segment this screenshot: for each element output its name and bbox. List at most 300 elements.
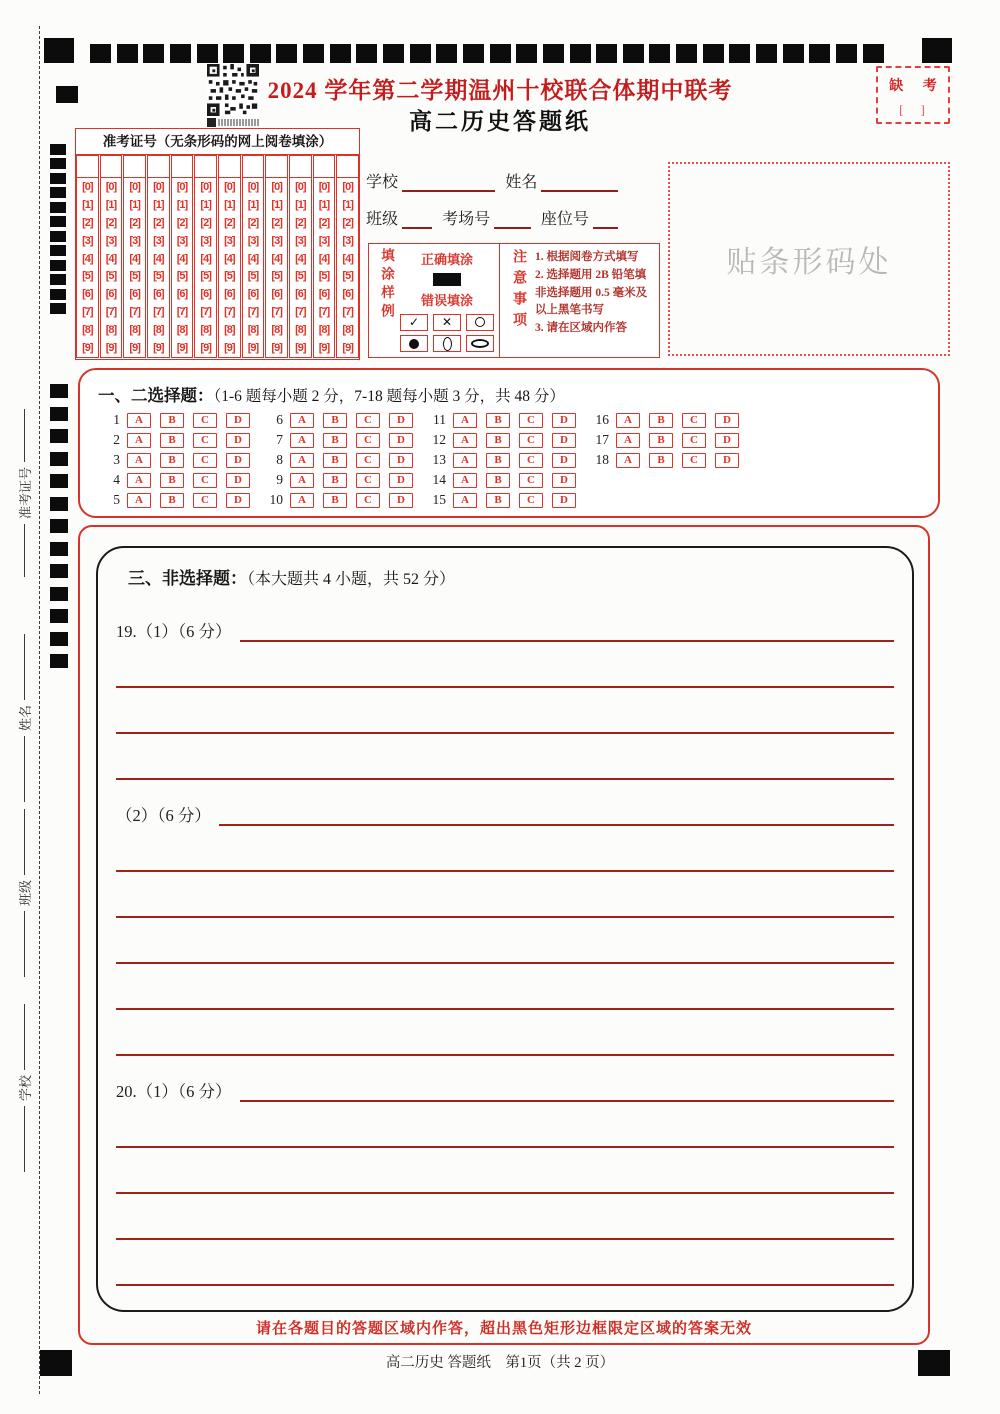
- admission-digit-writebox[interactable]: [172, 156, 193, 178]
- admission-digit-bubble[interactable]: [1]: [176, 198, 188, 211]
- admission-digit-bubble[interactable]: [0]: [318, 180, 330, 193]
- timing-marks-left-upper: [50, 144, 66, 314]
- option-bubble-B[interactable]: B: [323, 413, 347, 428]
- admission-digit-bubble[interactable]: [9]: [82, 342, 93, 355]
- timing-mark: [50, 429, 68, 443]
- option-bubble-A[interactable]: A: [127, 473, 151, 488]
- admission-digit-bubble[interactable]: [5]: [318, 270, 330, 283]
- option-bubble-C[interactable]: C: [193, 453, 217, 468]
- choice-column: [263, 410, 426, 510]
- admission-digit-bubble[interactable]: [4]: [224, 252, 235, 265]
- admission-digit-bubble[interactable]: [5]: [82, 270, 93, 283]
- admission-digit-bubble[interactable]: [0]: [295, 180, 306, 193]
- admission-digit-bubble[interactable]: [2]: [318, 216, 330, 229]
- option-bubble-A[interactable]: A: [453, 413, 477, 428]
- option-bubble-D[interactable]: D: [389, 433, 413, 448]
- option-bubble-B[interactable]: B: [649, 453, 673, 468]
- option-bubble-A[interactable]: A: [616, 453, 640, 468]
- choice-heading-bold: 一、二选择题：: [98, 386, 214, 405]
- essay-answer-line[interactable]: [240, 596, 895, 642]
- admission-digit-bubble[interactable]: [8]: [82, 324, 93, 337]
- timing-mark: [50, 452, 68, 466]
- admission-digit-bubble[interactable]: [4]: [153, 252, 164, 265]
- question-number: 14: [432, 472, 446, 487]
- admission-digit-bubble[interactable]: [9]: [129, 342, 140, 355]
- choice-question-row: [263, 410, 426, 430]
- admission-digit-bubble[interactable]: [4]: [247, 252, 259, 265]
- option-bubble-A[interactable]: A: [127, 453, 151, 468]
- option-group: [453, 453, 576, 468]
- admission-digit-bubble[interactable]: [0]: [271, 180, 282, 193]
- admission-digit-bubble[interactable]: [0]: [247, 180, 259, 193]
- admission-digit-bubble[interactable]: [2]: [295, 216, 306, 229]
- option-bubble-A[interactable]: A: [127, 493, 151, 508]
- option-bubble-D[interactable]: D: [389, 493, 413, 508]
- admission-digit-bubble[interactable]: [7]: [295, 306, 306, 319]
- choice-question-row: [100, 470, 263, 490]
- admission-digit-bubble[interactable]: [1]: [200, 198, 211, 211]
- option-bubble-B[interactable]: B: [160, 413, 184, 428]
- timing-mark: [50, 187, 66, 198]
- admission-digit-bubble[interactable]: [0]: [105, 180, 117, 193]
- admission-digit-bubble[interactable]: [7]: [271, 306, 282, 319]
- option-bubble-C[interactable]: C: [356, 413, 380, 428]
- admission-digit-bubble[interactable]: [7]: [342, 306, 353, 319]
- admission-number-grid: [75, 128, 360, 360]
- question-number: 2: [113, 432, 120, 447]
- admission-digit-bubble[interactable]: [1]: [105, 198, 117, 211]
- student-field-input[interactable]: [541, 168, 618, 192]
- option-bubble-A[interactable]: A: [290, 493, 314, 508]
- essay-answer-line[interactable]: [116, 872, 894, 918]
- option-bubble-B[interactable]: B: [649, 413, 673, 428]
- essay-answer-line[interactable]: [116, 1148, 894, 1194]
- admission-digit-writebox[interactable]: [124, 156, 145, 178]
- admission-digit-bubble[interactable]: [8]: [105, 324, 117, 337]
- option-bubble-C[interactable]: C: [519, 453, 543, 468]
- option-bubble-C[interactable]: C: [356, 453, 380, 468]
- choice-section: [78, 368, 940, 518]
- student-field-input[interactable]: [402, 168, 495, 192]
- student-field-input[interactable]: [494, 205, 531, 229]
- admission-digit-bubble[interactable]: [4]: [271, 252, 282, 265]
- admission-digit-bubble[interactable]: [6]: [247, 288, 259, 301]
- admission-digit-bubble[interactable]: [3]: [271, 234, 282, 247]
- admission-digit-bubble[interactable]: [8]: [342, 324, 353, 337]
- option-bubble-C[interactable]: C: [193, 473, 217, 488]
- admission-digit-bubble[interactable]: [4]: [318, 252, 330, 265]
- admission-digit-bubble[interactable]: [8]: [247, 324, 259, 337]
- admission-digit-writebox[interactable]: [77, 156, 98, 178]
- option-bubble-C[interactable]: C: [519, 413, 543, 428]
- timing-mark: [90, 44, 111, 63]
- option-bubble-D[interactable]: D: [226, 453, 250, 468]
- option-bubble-C[interactable]: C: [193, 413, 217, 428]
- choice-question-row: [263, 430, 426, 450]
- admission-digit-bubble[interactable]: [2]: [271, 216, 282, 229]
- notice-item: 1. 根据阅卷方式填写: [535, 251, 639, 263]
- admission-digit-bubble[interactable]: [3]: [176, 234, 188, 247]
- option-bubble-D[interactable]: D: [552, 433, 576, 448]
- admission-column: [76, 155, 99, 358]
- admission-digit-writebox[interactable]: [101, 156, 122, 178]
- option-bubble-A[interactable]: A: [453, 493, 477, 508]
- option-bubble-B[interactable]: B: [486, 473, 510, 488]
- timing-mark: [703, 44, 724, 63]
- option-bubble-D[interactable]: D: [389, 413, 413, 428]
- essay-answer-line[interactable]: [116, 1010, 894, 1056]
- side-field-line: [24, 1004, 25, 1070]
- essay-answer-line[interactable]: [116, 734, 894, 780]
- option-bubble-A[interactable]: A: [127, 433, 151, 448]
- admission-digit-bubble[interactable]: [3]: [318, 234, 330, 247]
- option-bubble-C[interactable]: C: [356, 493, 380, 508]
- admission-digit-bubble[interactable]: [5]: [176, 270, 188, 283]
- side-field-line: [24, 409, 25, 462]
- option-bubble-B[interactable]: B: [486, 453, 510, 468]
- corner-mark-top-right: [922, 38, 952, 63]
- student-field-label: 姓名: [505, 174, 538, 191]
- option-group: [290, 453, 413, 468]
- admission-digit-bubble[interactable]: [7]: [176, 306, 188, 319]
- admission-digit-bubble[interactable]: [1]: [342, 198, 353, 211]
- admission-digit-bubble[interactable]: [3]: [224, 234, 235, 247]
- choice-question-row: [589, 410, 752, 430]
- admission-digit-bubble[interactable]: [1]: [129, 198, 140, 211]
- fill-example-box: [369, 244, 499, 357]
- admission-digit-bubble[interactable]: [6]: [176, 288, 188, 301]
- timing-mark: [649, 44, 670, 63]
- option-bubble-D[interactable]: D: [552, 453, 576, 468]
- option-bubble-B[interactable]: B: [486, 413, 510, 428]
- admission-digit-bubble[interactable]: [2]: [200, 216, 211, 229]
- essay-answer-line[interactable]: [116, 688, 894, 734]
- correct-fill-mark: [433, 273, 461, 286]
- admission-digit-bubble[interactable]: [8]: [153, 324, 164, 337]
- admission-digit-writebox[interactable]: [314, 156, 335, 178]
- option-bubble-D[interactable]: D: [715, 453, 739, 468]
- admission-digit-bubble[interactable]: [4]: [200, 252, 211, 265]
- option-bubble-D[interactable]: D: [552, 493, 576, 508]
- admission-digit-bubble[interactable]: [8]: [318, 324, 330, 337]
- admission-digit-bubble[interactable]: [6]: [271, 288, 282, 301]
- timing-mark: [50, 274, 66, 285]
- option-bubble-B[interactable]: B: [486, 493, 510, 508]
- admission-column: [265, 155, 288, 358]
- choice-question-row: [426, 490, 589, 510]
- option-bubble-A[interactable]: A: [127, 413, 151, 428]
- admission-digit-bubble[interactable]: [9]: [200, 342, 211, 355]
- option-bubble-A[interactable]: A: [616, 413, 640, 428]
- admission-digit-bubble[interactable]: [7]: [129, 306, 140, 319]
- option-bubble-A[interactable]: A: [290, 473, 314, 488]
- essay-answer-line[interactable]: [116, 1194, 894, 1240]
- option-group: [290, 433, 413, 448]
- admission-digit-bubble[interactable]: [6]: [318, 288, 330, 301]
- admission-digit-bubble[interactable]: [5]: [271, 270, 282, 283]
- admission-digit-bubble[interactable]: [8]: [295, 324, 306, 337]
- admission-digit-bubble[interactable]: [7]: [318, 306, 330, 319]
- admission-digit-bubble[interactable]: [4]: [129, 252, 140, 265]
- essay-answer-line[interactable]: [116, 826, 894, 872]
- admission-digit-bubble[interactable]: [2]: [129, 216, 140, 229]
- timing-mark: [410, 44, 431, 63]
- option-group: [616, 453, 739, 468]
- option-bubble-D[interactable]: D: [715, 413, 739, 428]
- side-field-2: [14, 634, 34, 802]
- admission-digit-bubble[interactable]: [4]: [176, 252, 188, 265]
- admission-digit-bubble[interactable]: [3]: [82, 234, 93, 247]
- option-bubble-A[interactable]: A: [453, 453, 477, 468]
- admission-digit-bubble[interactable]: [1]: [295, 198, 306, 211]
- option-group: [127, 493, 250, 508]
- admission-digit-bubble[interactable]: [5]: [342, 270, 353, 283]
- admission-digit-bubble[interactable]: [3]: [247, 234, 259, 247]
- choice-question-row: [263, 490, 426, 510]
- timing-mark: [836, 44, 857, 63]
- admission-digit-writebox[interactable]: [243, 156, 264, 178]
- admission-digit-bubble[interactable]: [8]: [176, 324, 188, 337]
- essay-answer-line[interactable]: [116, 1240, 894, 1286]
- admission-digit-bubble[interactable]: [3]: [129, 234, 140, 247]
- admission-digit-bubble[interactable]: [5]: [295, 270, 306, 283]
- timing-mark: [50, 158, 66, 169]
- admission-digit-bubble[interactable]: [7]: [82, 306, 93, 319]
- admission-digit-bubble[interactable]: [0]: [200, 180, 211, 193]
- timing-mark: [50, 260, 66, 271]
- admission-digit-bubble[interactable]: [9]: [176, 342, 188, 355]
- option-bubble-C[interactable]: C: [356, 433, 380, 448]
- option-bubble-A[interactable]: A: [290, 433, 314, 448]
- option-bubble-D[interactable]: D: [389, 453, 413, 468]
- option-bubble-B[interactable]: B: [160, 433, 184, 448]
- admission-digit-bubble[interactable]: [3]: [153, 234, 164, 247]
- essay-answer-line[interactable]: [116, 918, 894, 964]
- admission-digit-bubble[interactable]: [8]: [200, 324, 211, 337]
- admission-digit-bubble[interactable]: [2]: [105, 216, 117, 229]
- admission-digit-bubble[interactable]: [9]: [247, 342, 259, 355]
- timing-mark: [50, 609, 68, 623]
- admission-digit-bubble[interactable]: [4]: [105, 252, 117, 265]
- option-bubble-B[interactable]: B: [486, 433, 510, 448]
- admission-digit-bubble[interactable]: [7]: [224, 306, 235, 319]
- admission-digit-bubble[interactable]: [4]: [342, 252, 353, 265]
- admission-digit-bubble[interactable]: [5]: [200, 270, 211, 283]
- admission-digit-bubble[interactable]: [6]: [153, 288, 164, 301]
- side-field-label: 学校: [17, 1074, 33, 1101]
- admission-digit-writebox[interactable]: [337, 156, 358, 178]
- choice-question-row: [589, 450, 752, 470]
- choice-question-row: [100, 410, 263, 430]
- timing-mark: [330, 44, 351, 63]
- admission-digit-bubble[interactable]: [3]: [200, 234, 211, 247]
- admission-digit-bubble[interactable]: [9]: [224, 342, 235, 355]
- option-bubble-D[interactable]: D: [226, 493, 250, 508]
- admission-digit-bubble[interactable]: [4]: [82, 252, 93, 265]
- option-bubble-C[interactable]: C: [519, 473, 543, 488]
- admission-digit-bubble[interactable]: [7]: [153, 306, 164, 319]
- option-bubble-B[interactable]: B: [323, 473, 347, 488]
- admission-digit-bubble[interactable]: [7]: [105, 306, 117, 319]
- admission-digit-bubble[interactable]: [6]: [82, 288, 93, 301]
- essay-answer-line[interactable]: [116, 1102, 894, 1148]
- admission-digit-writebox[interactable]: [195, 156, 216, 178]
- admission-digit-bubble[interactable]: [1]: [153, 198, 164, 211]
- choice-question-columns: [100, 410, 928, 510]
- question-number: 8: [276, 452, 283, 467]
- admission-digit-bubble[interactable]: [1]: [82, 198, 93, 211]
- question-number: 15: [432, 492, 446, 507]
- admission-column: [313, 155, 336, 358]
- admission-digit-bubble[interactable]: [2]: [224, 216, 235, 229]
- option-group: [453, 433, 576, 448]
- essay-blocks: [116, 596, 894, 1286]
- admission-digit-bubble[interactable]: [9]: [105, 342, 117, 355]
- option-bubble-C[interactable]: C: [519, 433, 543, 448]
- admission-digit-bubble[interactable]: [6]: [105, 288, 117, 301]
- admission-digit-bubble[interactable]: [0]: [129, 180, 140, 193]
- admission-digit-bubble[interactable]: [0]: [342, 180, 353, 193]
- option-bubble-D[interactable]: D: [552, 413, 576, 428]
- admission-digit-bubble[interactable]: [5]: [129, 270, 140, 283]
- essay-answer-line[interactable]: [219, 780, 894, 826]
- admission-digit-bubble[interactable]: [2]: [342, 216, 353, 229]
- timing-mark: [756, 44, 777, 63]
- essay-label-row: [116, 596, 894, 642]
- fill-example-side-label: 填涂样例: [379, 248, 394, 322]
- admission-digit-bubble[interactable]: [3]: [295, 234, 306, 247]
- admission-digit-bubble[interactable]: [0]: [176, 180, 188, 193]
- admission-digit-bubble[interactable]: [5]: [105, 270, 117, 283]
- admission-digit-bubble[interactable]: [0]: [82, 180, 93, 193]
- absent-bracket-field[interactable]: [ ]: [899, 102, 927, 117]
- option-bubble-C[interactable]: C: [193, 433, 217, 448]
- option-bubble-D[interactable]: D: [226, 473, 250, 488]
- option-bubble-B[interactable]: B: [649, 433, 673, 448]
- notice-item: 3. 请在区域内作答: [535, 322, 627, 335]
- admission-grid-title: 准考证号（无条形码的网上阅卷填涂）: [76, 129, 359, 155]
- side-field-label: 准考证号: [17, 466, 33, 519]
- admission-digit-bubble[interactable]: [0]: [224, 180, 235, 193]
- admission-digit-bubble[interactable]: [6]: [342, 288, 353, 301]
- option-bubble-B[interactable]: B: [160, 473, 184, 488]
- admission-digit-bubble[interactable]: [5]: [153, 270, 164, 283]
- admission-digit-bubble[interactable]: [6]: [129, 288, 140, 301]
- option-bubble-D[interactable]: D: [715, 433, 739, 448]
- admission-digit-bubble[interactable]: [1]: [247, 198, 259, 211]
- admission-digit-bubble[interactable]: [2]: [247, 216, 259, 229]
- admission-digit-bubble[interactable]: [2]: [82, 216, 93, 229]
- option-bubble-A[interactable]: A: [453, 433, 477, 448]
- option-bubble-B[interactable]: B: [323, 493, 347, 508]
- admission-digit-bubble[interactable]: [1]: [318, 198, 330, 211]
- option-bubble-B[interactable]: B: [323, 433, 347, 448]
- notice-side-label: 注意事项: [511, 249, 526, 333]
- option-bubble-B[interactable]: B: [160, 453, 184, 468]
- option-bubble-C[interactable]: C: [682, 413, 706, 428]
- admission-digit-bubble[interactable]: [5]: [224, 270, 235, 283]
- essay-answer-line[interactable]: [240, 1056, 895, 1102]
- admission-digit-bubble[interactable]: [5]: [247, 270, 259, 283]
- admission-digit-bubble[interactable]: [4]: [295, 252, 306, 265]
- admission-digit-bubble[interactable]: [3]: [342, 234, 353, 247]
- admission-digit-bubble[interactable]: [6]: [200, 288, 211, 301]
- admission-digit-bubble[interactable]: [8]: [129, 324, 140, 337]
- admission-digit-bubble[interactable]: [9]: [271, 342, 282, 355]
- admission-digit-writebox[interactable]: [148, 156, 169, 178]
- option-bubble-C[interactable]: C: [519, 493, 543, 508]
- option-bubble-A[interactable]: A: [616, 433, 640, 448]
- student-field-input[interactable]: [593, 205, 618, 229]
- option-bubble-B[interactable]: B: [160, 493, 184, 508]
- admission-digit-bubble[interactable]: [1]: [271, 198, 282, 211]
- admission-digit-bubble[interactable]: [7]: [247, 306, 259, 319]
- absent-checkbox-box[interactable]: [876, 66, 950, 124]
- essay-label-row: [116, 1056, 894, 1102]
- essay-answer-line[interactable]: [116, 964, 894, 1010]
- option-bubble-C[interactable]: C: [682, 433, 706, 448]
- admission-digit-writebox[interactable]: [290, 156, 311, 178]
- admission-digit-bubble[interactable]: [2]: [176, 216, 188, 229]
- wrong-fill-marks-row1: [400, 314, 494, 331]
- timing-mark: [50, 202, 66, 213]
- admission-digit-bubble[interactable]: [9]: [342, 342, 353, 355]
- admission-column: [171, 155, 194, 358]
- side-field-line: [24, 634, 25, 700]
- option-bubble-C[interactable]: C: [356, 473, 380, 488]
- admission-digit-bubble[interactable]: [0]: [153, 180, 164, 193]
- admission-digit-bubble[interactable]: [8]: [271, 324, 282, 337]
- admission-digit-writebox[interactable]: [219, 156, 240, 178]
- option-bubble-A[interactable]: A: [453, 473, 477, 488]
- admission-digit-bubble[interactable]: [8]: [224, 324, 235, 337]
- option-bubble-C[interactable]: C: [682, 453, 706, 468]
- admission-column: [336, 155, 359, 358]
- admission-digit-bubble[interactable]: [2]: [153, 216, 164, 229]
- option-bubble-D[interactable]: D: [552, 473, 576, 488]
- option-bubble-D[interactable]: D: [226, 433, 250, 448]
- admission-digit-bubble[interactable]: [9]: [153, 342, 164, 355]
- admission-digit-bubble[interactable]: [6]: [295, 288, 306, 301]
- question-number: 11: [433, 412, 446, 427]
- question-number: 9: [276, 472, 283, 487]
- admission-digit-writebox[interactable]: [266, 156, 287, 178]
- option-bubble-A[interactable]: A: [290, 413, 314, 428]
- side-field-3: [14, 809, 34, 977]
- admission-digit-bubble[interactable]: [3]: [105, 234, 117, 247]
- option-bubble-A[interactable]: A: [290, 453, 314, 468]
- timing-mark: [516, 44, 537, 63]
- option-bubble-D[interactable]: D: [226, 413, 250, 428]
- option-bubble-C[interactable]: C: [193, 493, 217, 508]
- essay-answer-area: [96, 546, 914, 1312]
- option-group: [616, 433, 739, 448]
- admission-digit-bubble[interactable]: [1]: [224, 198, 235, 211]
- admission-digit-bubble[interactable]: [9]: [295, 342, 306, 355]
- admission-digit-bubble[interactable]: [6]: [224, 288, 235, 301]
- student-field-input[interactable]: [402, 205, 432, 229]
- essay-answer-line[interactable]: [116, 642, 894, 688]
- notice-box: [499, 244, 659, 357]
- option-bubble-B[interactable]: B: [323, 453, 347, 468]
- admission-digit-bubble[interactable]: [7]: [200, 306, 211, 319]
- question-number: 18: [595, 452, 609, 467]
- admission-digit-bubble[interactable]: [9]: [318, 342, 330, 355]
- essay-heading-bold: 三、非选择题：: [128, 569, 247, 588]
- option-bubble-D[interactable]: D: [389, 473, 413, 488]
- timing-mark: [623, 44, 644, 63]
- sheet-title: 高二历史答题纸: [409, 109, 591, 134]
